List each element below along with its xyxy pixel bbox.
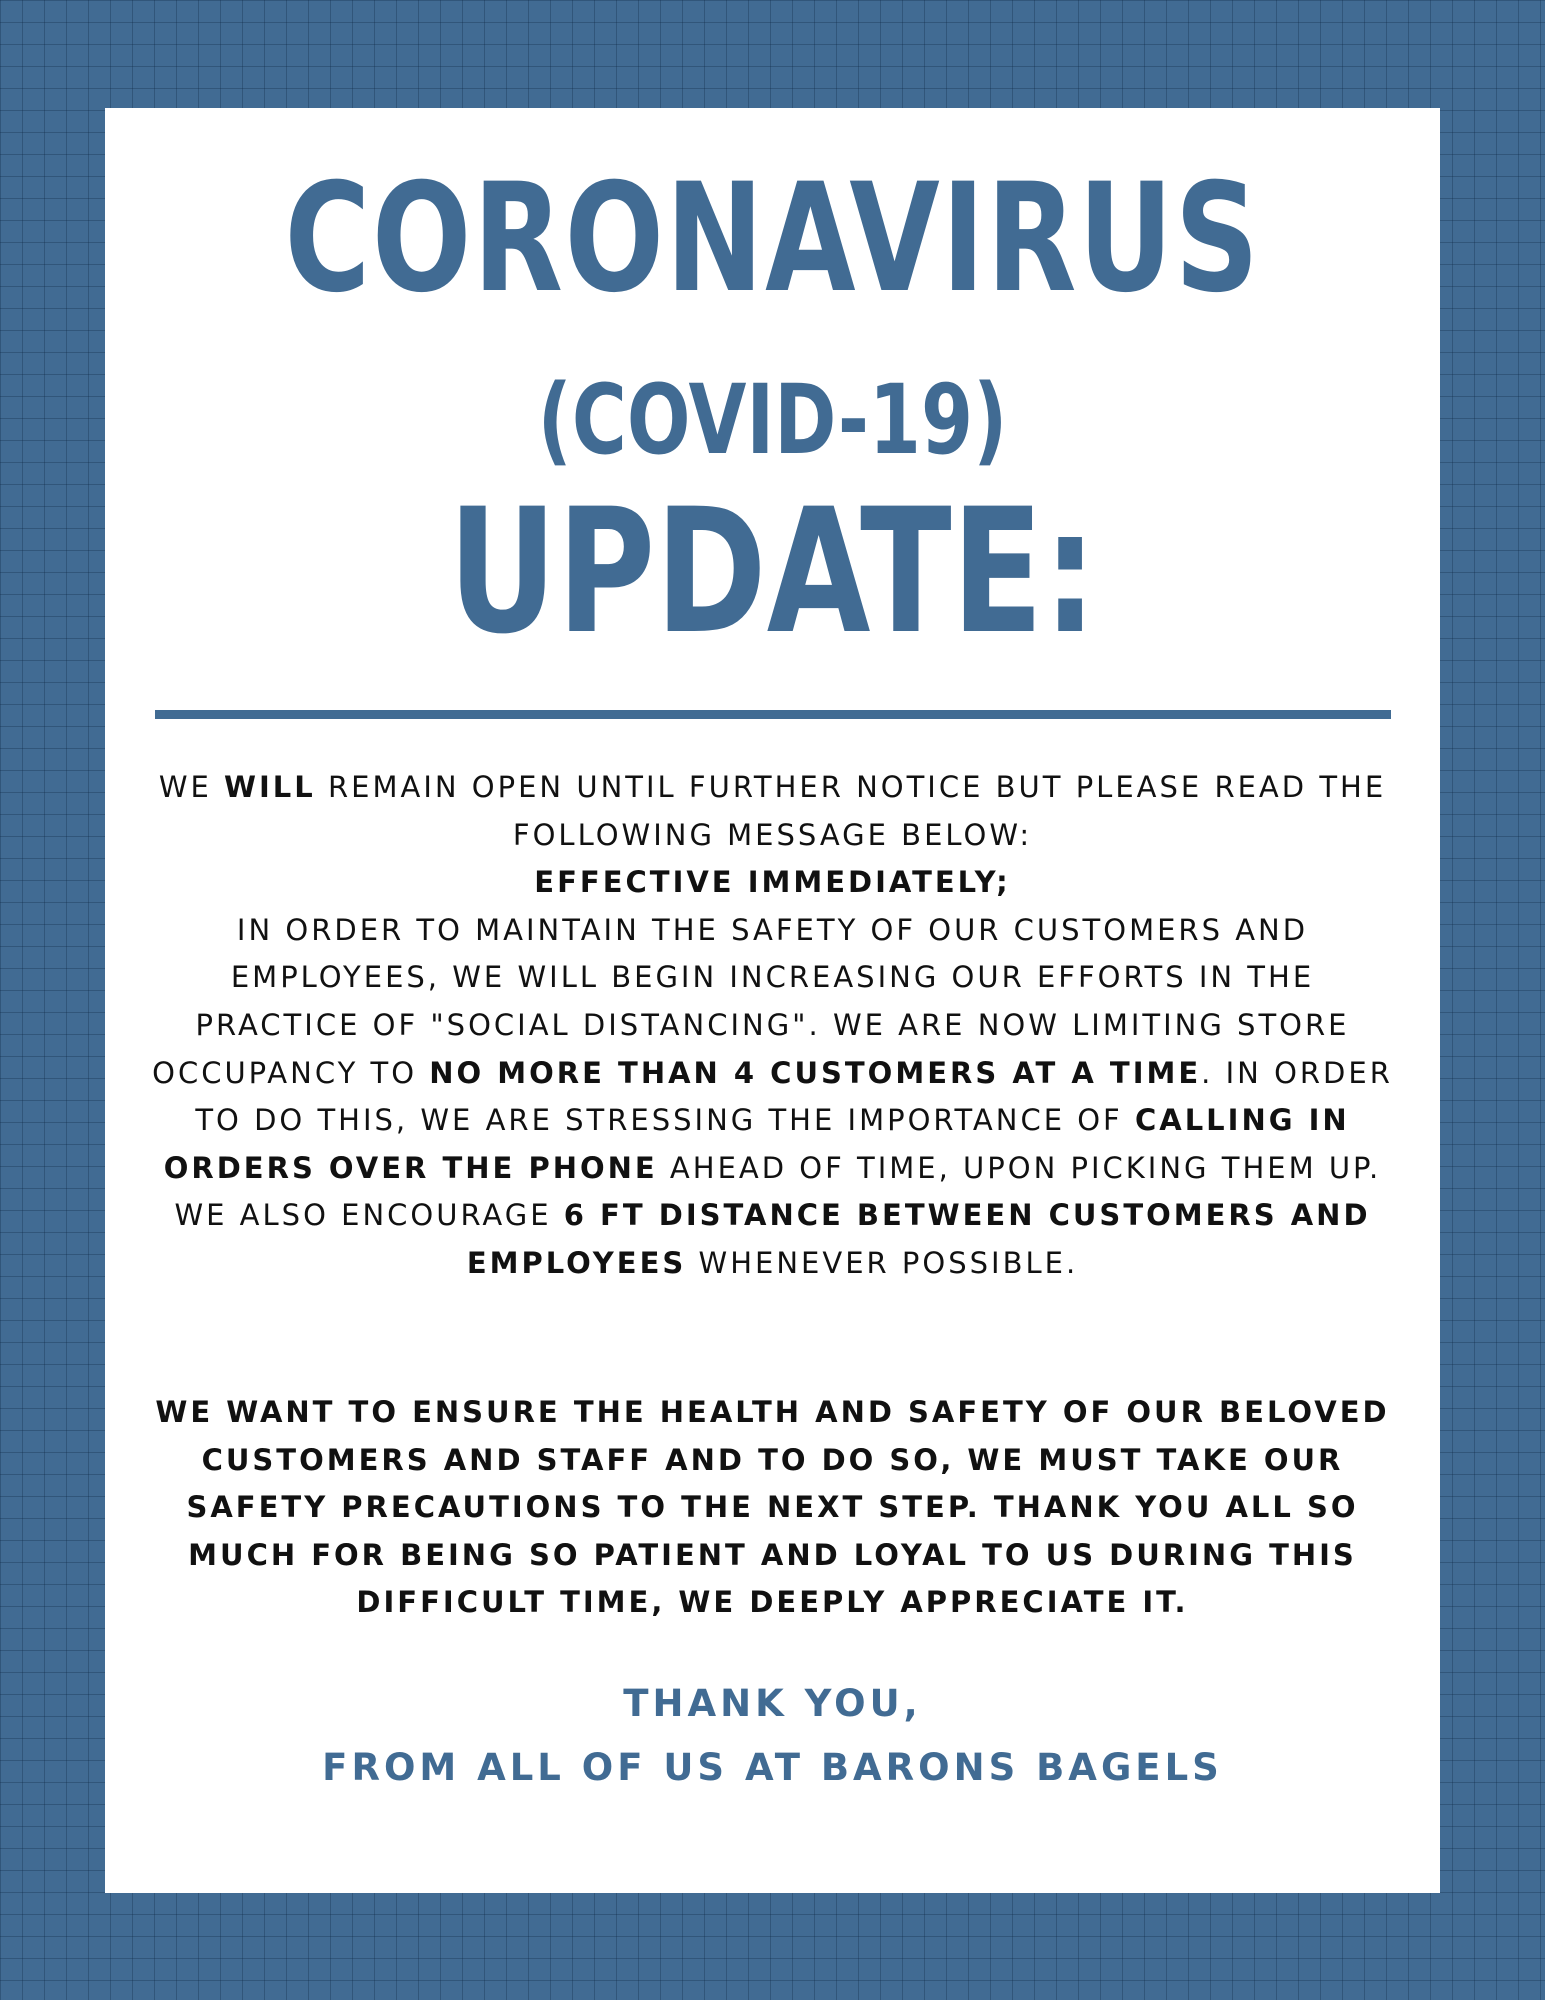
headline-coronavirus: CORONAVIRUS: [284, 152, 1261, 326]
message-emphasis-distance: 6 FT DISTANCE BETWEEN CUSTOMERS AND EMPLOYEES: [466, 1198, 1371, 1280]
message-emphasis-phone: CALLING IN ORDERS OVER THE PHONE: [163, 1103, 1350, 1185]
divider-rule: [155, 710, 1391, 719]
message-text: WE: [158, 770, 225, 804]
message-paragraph: [145, 764, 1400, 1288]
message-text: AHEAD OF TIME, UPON PICKING THEM UP. WE ALSO ENCOURAGE: [174, 1150, 1382, 1233]
notice-card: [105, 108, 1440, 1893]
message-text: WHENEVER POSSIBLE.: [686, 1245, 1079, 1280]
closing-paragraph: WE WANT TO ENSURE THE HEALTH AND SAFETY OF OUR BELOVED CUSTOMERS AND STAFF AND TO DO SO, WE MUST TAKE OUR SAFETY PRECAUTIONS TO THE NEXT STEP. THANK YOU ALL SO MUCH FOR BEING SO PATIENT AND LOYAL TO US DURING THIS DIFFICULT TIME, WE DEEPLY APPRECIATE IT.: [155, 1395, 1390, 1620]
signoff-from: FROM ALL OF US AT BARONS BAGELS: [322, 1746, 1223, 1789]
message-emphasis-occupancy: NO MORE THAN 4 CUSTOMERS AT A TIME: [429, 1055, 1202, 1090]
signoff-thanks: THANK YOU,: [623, 1682, 922, 1725]
message-text: REMAIN OPEN UNTIL FURTHER NOTICE BUT PLEASE READ THE FOLLOWING MESSAGE BELOW:: [315, 770, 1387, 852]
message-emphasis-will: WILL: [224, 770, 316, 804]
effective-immediately: EFFECTIVE IMMEDIATELY;: [534, 865, 1011, 900]
message-text: . IN ORDER TO DO THIS, WE ARE STRESSING THE IMPORTANCE OF: [195, 1055, 1393, 1138]
headline-covid-19: (COVID-19): [537, 364, 1008, 476]
message-text: IN ORDER TO MAINTAIN THE SAFETY OF OUR CUSTOMERS AND EMPLOYEES, WE WILL BEGIN INCREASING OUR EFFORTS IN THE PRACTICE OF "SOCIAL DISTANCING". WE ARE NOW LIMITING STORE OCCUPANCY TO: [152, 912, 1350, 1090]
headline-update: UPDATE:: [448, 471, 1097, 672]
